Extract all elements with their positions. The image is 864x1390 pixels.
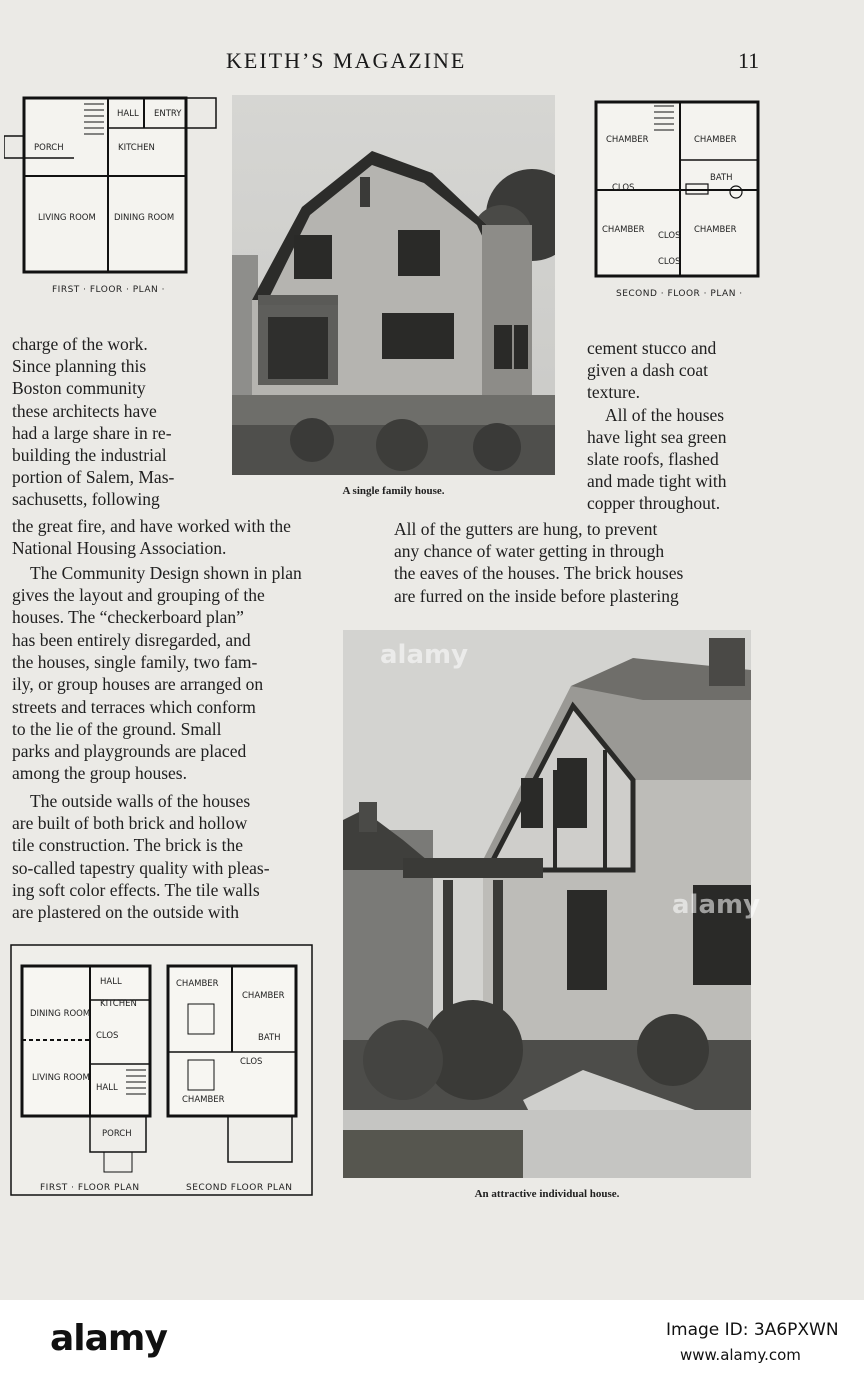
left-column-para3 [12, 790, 326, 923]
room-chamber-3: CHAMBER [602, 225, 645, 235]
house-photo-1 [232, 95, 555, 475]
room-chamber-1: CHAMBER [176, 979, 219, 989]
text-line: parks and playgrounds are placed [12, 741, 247, 762]
text-line: ing soft color effects. The tile walls [12, 879, 260, 900]
text-line: Since planning this [12, 356, 147, 377]
text-line: charge of the work. [12, 334, 148, 354]
text-line: cement stucco and [587, 338, 717, 358]
text-line: streets and terraces which conform [12, 696, 256, 717]
room-chamber-2: CHAMBER [242, 991, 285, 1001]
plan-title: FIRST · FLOOR · PLAN · [52, 285, 166, 295]
right-column-top [587, 337, 757, 515]
room-clos-3: CLOS [658, 257, 681, 267]
watermark: alamy [380, 640, 469, 670]
room-kitchen: KITCHEN [118, 143, 155, 153]
text-line: The outside walls of the houses [30, 791, 251, 811]
room-chamber-4: CHAMBER [694, 225, 737, 235]
room-hall-2: HALL [96, 1083, 118, 1093]
text-line: any chance of water getting in through [394, 541, 665, 562]
room-bath: BATH [710, 173, 733, 183]
text-line: the houses, single family, two fam- [12, 652, 258, 673]
photo-1-caption: A single family house. [342, 485, 445, 497]
text-line: the great fire, and have worked with the [12, 516, 291, 536]
single-family-house-image [232, 95, 555, 475]
room-kitchen: KITCHEN [100, 999, 137, 1009]
text-line: building the industrial [12, 445, 167, 466]
text-line: All of the gutters are hung, to prevent [394, 519, 658, 539]
room-porch: PORCH [34, 143, 64, 153]
text-line: copper throughout. [587, 493, 721, 514]
text-line: and made tight with [587, 471, 727, 492]
second-floor-plan-top [588, 98, 764, 302]
text-line: so-called tapestry quality with pleas- [12, 857, 270, 878]
plan-title: SECOND · FLOOR · PLAN · [616, 289, 743, 299]
first-floor-plan-top [4, 94, 218, 300]
room-clos: CLOS [240, 1057, 263, 1067]
left-column-full [12, 515, 374, 559]
text-line: tile construction. The brick is the [12, 835, 244, 856]
text-line: these architects have [12, 400, 157, 421]
text-line: the eaves of the houses. The brick houses [394, 563, 684, 584]
magazine-title: KEITH’S MAGAZINE [226, 48, 467, 73]
room-clos-2: CLOS [658, 231, 681, 241]
right-column-full [394, 518, 756, 607]
bottom-floor-plans [10, 944, 313, 1196]
plan-title: FIRST · FLOOR PLAN [40, 1183, 140, 1193]
room-porch: PORCH [102, 1129, 132, 1139]
left-column-top [12, 333, 216, 511]
stock-footer [0, 1300, 864, 1390]
room-dining: DINING ROOM [30, 1009, 91, 1019]
room-chamber-1: CHAMBER [606, 135, 649, 145]
text-line: portion of Salem, Mas- [12, 467, 175, 488]
left-column-para2 [12, 562, 374, 629]
room-chamber-3: CHAMBER [182, 1095, 225, 1105]
room-hall: HALL [100, 977, 122, 987]
text-line: slate roofs, flashed [587, 449, 719, 470]
text-line: are furred on the inside before plastering [394, 585, 679, 606]
text-line: have light sea green [587, 426, 727, 447]
text-line: The Community Design shown in plan [30, 563, 302, 583]
plan-title: SECOND FLOOR PLAN [186, 1183, 293, 1193]
text-line: ily, or group houses are arranged on [12, 674, 264, 695]
page-header [0, 48, 864, 78]
text-line: has been entirely disregarded, and [12, 630, 251, 650]
text-line: among the group houses. [12, 763, 187, 784]
room-hall: HALL [117, 109, 139, 119]
stock-brand-logo: alamy [50, 1318, 167, 1359]
text-line: Boston community [12, 378, 146, 399]
text-line: to the lie of the ground. Small [12, 718, 222, 739]
page-number: 11 [738, 48, 760, 73]
room-living: LIVING ROOM [32, 1073, 90, 1083]
left-column-narrow [12, 629, 326, 784]
text-line: are plastered on the outside with [12, 902, 239, 923]
text-line: houses. The “checkerboard plan” [12, 607, 244, 628]
text-line: texture. [587, 382, 640, 403]
room-bath: BATH [258, 1033, 281, 1043]
text-line: gives the layout and grouping of the [12, 585, 265, 606]
room-entry: ENTRY [154, 109, 182, 119]
photo-2-caption: An attractive individual house. [474, 1188, 620, 1200]
stock-url: www.alamy.com [680, 1346, 801, 1364]
room-clos-1: CLOS [612, 183, 635, 193]
room-living: LIVING ROOM [38, 213, 96, 223]
text-line: had a large share in re- [12, 422, 172, 443]
room-dining: DINING ROOM [114, 213, 175, 223]
text-line: are built of both brick and hollow [12, 813, 248, 834]
room-chamber-2: CHAMBER [694, 135, 737, 145]
room-clos: CLOS [96, 1031, 119, 1041]
text-line: National Housing Association. [12, 538, 227, 559]
text-line: given a dash coat [587, 360, 708, 381]
text-line: sachusetts, following [12, 489, 160, 510]
stock-image-id: Image ID: 3A6PXWN [666, 1320, 839, 1340]
watermark: alamy [672, 890, 761, 920]
text-line: All of the houses [605, 404, 725, 425]
